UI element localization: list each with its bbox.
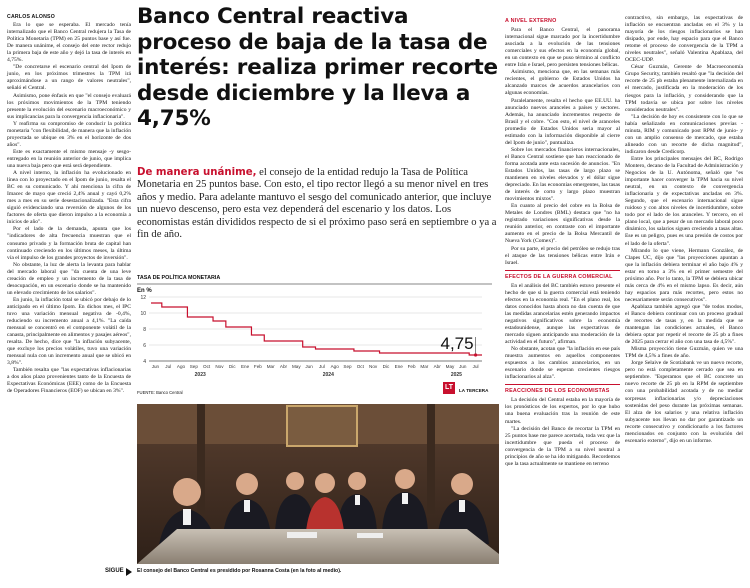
paragraph: Jorge Selaive de Scotiabank ve un nuevo recorte, pero no está completamente cerrado que sea en septiembre. "Esperamos que el BC concrete un nuevo recorte de 25 pb en la RPM de septiembre con una probabilidad acotada y de no mediar sorpresas inflacionarias y/o depreciaciones sostenidas del peso durante las próximas semanas. El alza de los salarios y una relativa inflación subyacente nos llevan no dar por garantizado un recorte consecutivo y condicionarlo a los factores mencionados en conjunto con la evolución del escenario externo", dijo en un informe. (625, 360, 743, 444)
year-label: 2023 (194, 372, 206, 378)
article-column-1 (7, 14, 131, 396)
chart-title: TASA DE POLÍTICA MONETARIA (137, 275, 221, 281)
paragraph: Entre los principales mensajes del BC, Rodrigo Montero, decano de la Facultad de Administración y Negocios de la U. Autónoma, señaló que "es importante hacer converger la TPM hacia su nivel neutral, en un contexto de convergencia inflacionaria y de expectativas ancladas en 3%. Segundo, que el escenario internacional sigue ruidoso y con altos niveles de incertidumbre, sobre todo por el lado de los aranceles. Y tercero, en el plano local, que a pesar de un mercado laboral poco dinámico, los salarios siguen creciendo a tasas altas. Ese es un peligro, pues es una presión de costos por el lado de la oferta". (625, 155, 743, 247)
lead-kicker: De manera unánime, (137, 167, 257, 178)
paragraph: César Guzmán, Gerente de Macroeconomía Grupo Security, también resaltó que "la decisión del recorte de 25 pb estaba plenamente internalizada en el mercado, justificada en la moderación de los riesgos para la inflación, y considerando que la TPM todavía se ubica por sobre los niveles considerados neutrales". (625, 64, 743, 113)
x-tick-label: Jun (305, 364, 313, 369)
paragraph: La decisión del Central estaba en la mayoría de los pronósticos de los expertos, por lo que hubo una buena evaluación tras la reunión de este martes. (505, 397, 620, 425)
last-value-point (474, 353, 477, 356)
paragraph: Mirando lo que viene, Hermann González, de Clapes UC, dijo que "las proyecciones apuntan a que la inflación debiera terminar el año bajo 4% y estar en torno a 3% en el primer semestre del próximo año. Por lo tanto, la TPM se debiera ubicar más cerca de 4% en el mismo lapso. Es decir, aún hay espacios para más recortes, pero estos no necesariamente serán consecutivos". (625, 247, 743, 303)
section-heading-economists: REACCIONES DE LOS ECONOMISTAS (505, 388, 610, 395)
x-tick-label: Dic (382, 364, 390, 369)
x-tick-label: Jul (318, 364, 325, 369)
paragraph: No obstante, acotan que "la inflación en ese país muestra aumentos en aquellos componentes expuestos a los cambios arancelarios, en un escenario donde se esperan crecientes riesgos inflacionarios al alza". (505, 346, 620, 381)
x-tick-label: May (445, 364, 455, 369)
y-tick-label: 8 (143, 326, 146, 333)
continue-label: SIGUE (105, 568, 124, 574)
year-label: 2024 (322, 372, 334, 378)
paragraph: contractivo, sin embargo, las expectativas de inflación se encuentran ancladas en el 3% y la mayoría de los riesgos inflacionarios se han disipado, por ende, hay espacio para que el Banco retome el proceso de convergencia de la TPM a niveles neutrales", señaló Valentina Apablaza, del OCEC-UDP. (625, 15, 743, 64)
x-tick-label: Ago (176, 364, 186, 369)
policy-rate-chart (137, 275, 499, 400)
chart-source: FUENTE: Banco Central (137, 390, 183, 395)
x-tick-label: Mar (266, 364, 275, 369)
last-value-label: 4,75 (440, 334, 474, 353)
x-tick-label: Nov (215, 364, 224, 369)
data-point (283, 341, 284, 342)
paragraph: En el análisis del BC también estuvo presente el hecho de que si la guerra comercial está teniendo efectos en la economía real. "En el plano real, los datos conocidos hasta ahora no dan cuenta de que las medidas arancelarias estén generando impactos negativos significativos sobre la economía estadounidense, aunque las expectativas de mercado siguen anticipando una moderación de la actividad en el futuro", afirman. (505, 282, 620, 346)
byline: CARLOS ALONSO (7, 14, 55, 20)
x-tick-label: Nov (369, 364, 378, 369)
data-point (437, 353, 438, 354)
data-point (245, 327, 246, 328)
chart-unit-label: En % (137, 288, 152, 294)
x-tick-label: Jul (472, 364, 479, 369)
paragraph: Era lo que se esperaba. El mercado tenía internalizado que el Banco Central redujera la Tasa de Política Monetaria (TPM) en 25 puntos base y así fue. De manera unánime, el consejo del ente rector redujo la primera baja de este año y dejó la tasa de interés en 4,75%. (7, 22, 131, 64)
paragraph: Por su parte, el precio del petróleo se redujo tras el ataque de las tensiones bélicas entre Irán e Israel. (505, 245, 620, 266)
paragraph: Para el Banco Central, el panorama internacional sigue marcado por la incertidumbre asociada a la evolución de las tensiones comerciales y sus efectos en la economía global, en un contexto en que se puso término al conflicto entre Irán e Israel, pero persisten tensiones bélicas. (505, 27, 620, 69)
data-point (155, 303, 156, 304)
x-tick-label: Ene (240, 364, 250, 369)
paragraph: No obstante, la luz de alerta la levanta para hablar del mercado laboral que "da cuenta de una leve creación de empleo y un incremento de la tasa de desocupación, en un escenario donde se ha mantenido un elevado crecimiento de los salarios". (7, 261, 131, 296)
data-point (219, 321, 220, 322)
data-point (334, 349, 335, 350)
data-point (296, 341, 297, 342)
board-photo-illustration (137, 404, 499, 564)
x-tick-label: Jul (165, 364, 172, 369)
board-photo (137, 404, 499, 564)
data-point (168, 307, 169, 308)
data-point (424, 353, 425, 354)
paragraph: A nivel interno, la inflación ha evolucionado en línea con lo proyectado en el Ipom de junio, resalta el BC en su comunicado. Y ahí menciona la cifra de Imacec de mayo que creció 2,4% anual y cayó 0,2% mes a mes en su serie desestacionalizada. "Esta cifra siguió evidenciando una reversión de algunos de los factores de oferta que dieron impulso a la economía a inicios de año". (7, 170, 131, 226)
la-tercera-wordmark: LA TERCERA (459, 388, 489, 393)
y-tick-label: 10 (140, 310, 146, 317)
x-tick-label: Feb (407, 364, 416, 369)
x-tick-label: Mar (420, 364, 429, 369)
data-point (309, 347, 310, 348)
article-column-2 (505, 15, 620, 468)
paragraph: "La decisión de hoy es consistente con lo que se había señalizado en comunicaciones previas -minuta, RIM y comunicado post RPM de junio- y con un amplio consenso de mercado, que estaba alineado con un recorte de dicha magnitud", indicaron desde Credicorp. (625, 113, 743, 155)
data-point (347, 349, 348, 350)
x-tick-label: Abr (433, 364, 441, 369)
x-tick-label: Feb (253, 364, 262, 369)
data-point (181, 307, 182, 308)
lead-text: el consejo de la entidad redujo la Tasa de Política Monetaria en 25 puntos base. Con esto, el tipo rector llegó a su menor nivel en tres años y medio. Para adelante mantuvo el sesgo del comunicado anterior, que incluye un nuevo descenso, pero esta vez dependerá del escenario y los datos. Los economistas están divididos respecto de si el próximo paso será en septiembre o ya a fin de año. (137, 167, 497, 241)
chart-canvas (137, 275, 499, 390)
la-tercera-logo: LT (443, 382, 455, 394)
paragraph: Misma proyección tiene Guzmán, quien ve una TPM de 4,5% a fines de año. (625, 346, 743, 360)
x-tick-label: Sep (189, 364, 198, 369)
data-point (232, 327, 233, 328)
paragraph: Sobre los mercados financieros internacionales, el Banco Central sostiene que han reaccionado de forma acotada ante esta sucesión de anuncios. "En Estados Unidos, las tasas de largo plazo se mantienen en niveles elevados y el dólar sigue depreciado. En las economías emergentes, las tasas de interés de corto y largo plazo muestran movimientos mixtos". (505, 146, 620, 203)
x-tick-label: Ago (330, 364, 339, 369)
data-point (193, 317, 194, 318)
paragraph: También resalta que "las expectativas inflacionarias a dos años plazo provenientes tanto de la Encuesta de Expectativas Económicas (EEE) como de la Encuesta de Operadores Financieros (EOF) se ubican en 3%". (7, 367, 131, 395)
paragraph: Apablaza también agregó que "de todos modos, el Banco debiera continuar con un proceso gradual de recortes de tasas y, en la medida que se mantengan las condiciones actuales, el Banco debiera optar por repetir el recorte de 25 pb a fines de 2025 para cerrar el año con una tasa de 4,5%". (625, 303, 743, 346)
paragraph: Asimismo, menciona que, en las semanas más recientes, el gobierno de Estados Unidos ha alcanzado marcos de acuerdos arancelarios con algunas economías. (505, 69, 620, 97)
y-tick-label: 6 (143, 342, 146, 349)
data-point (373, 351, 374, 352)
y-tick-label: 4 (143, 358, 146, 365)
data-point (322, 349, 323, 350)
paragraph: Y reafirma su compromiso de conducir la política monetaria "con flexibilidad, de manera que la inflación proyectada se ubique en 3% en el horizonte de dos años". (7, 120, 131, 148)
x-tick-label: Oct (203, 364, 211, 369)
y-tick-label: 12 (140, 294, 146, 301)
paragraph: "De concretarse el escenario central del Ipom de junio, en los próximos trimestres la TPM irá aproximándose a un rango de valores neutrales", señaló el Central. (7, 64, 131, 92)
x-tick-label: Dic (228, 364, 236, 369)
data-point (386, 353, 387, 354)
section-heading-trade-war: EFECTOS DE LA GUERRA COMERCIAL (505, 273, 613, 280)
year-label: 2025 (450, 372, 462, 378)
x-tick-label: Ene (394, 364, 403, 369)
data-point (398, 353, 399, 354)
x-tick-label: Abr (279, 364, 288, 369)
article-column-3 (625, 15, 743, 445)
paragraph: Asimismo, pone énfasis en que "el consejo evaluará los próximos movimientos de la TPM teniendo presente la evolución del escenario macroeconómico y sus implicancias para la convergencia inflacionaria". (7, 92, 131, 120)
paragraph: En cuanto al precio del cobre en la Bolsa de Metales de Londres (BML) destaca que "no ha registrado variaciones significativas desde la reunión anterior, en contraste con el importante aumento en el precio de la Bolsa Mercantil de Nueva York (Comex)". (505, 203, 620, 245)
data-point (360, 351, 361, 352)
paragraph: "La decisión del Banco de recortar la TPM en 25 puntos base me parece acertada, toda vez que la incertidumbre que pueda el proceso de convergencia de la TPM a su nivel neutral a principios de año se ha ido mitigando. Recordemos que la tasa actualmente se mantiene en terreno (505, 425, 620, 467)
data-point (411, 353, 412, 354)
continue-arrow-icon (126, 568, 132, 576)
paragraph: En junio, la inflación total se ubicó por debajo de lo anticipado en el último Ipom. En dichos mes, el IPC tuvo una variación mensual negativa de -0,4%, reduciendo su incremento anual a 4,1%. "La caída mensual se concentró en el componente volátil de la canasta, principalmente en alimentos y pasajes aéreos", resalta. De hecho, dice que "la inflación subyacente, que excluye los precios volátiles, tuvo una variación mensual nula con un incremento anual que se ubicó en 3,8%". (7, 296, 131, 367)
x-tick-label: Sep (343, 364, 352, 369)
paragraph: Paralelamente, resalta el hecho que EE.UU. ha anunciado nuevos aranceles a países y sectores. Además, ha anunciado incrementos respecto de Brasil y el cobre. "Con esto, el nivel de aranceles promedio de Estados Unidos seria mayor al estimado con la información disponible al cierre del Ipom de junio", puntualiza. (505, 97, 620, 146)
photo-caption: El consejo del Banco Central es presidido por Rosanna Costa (en la foto al medio). (137, 568, 342, 574)
paragraph: Este es exactamente el mismo mensaje -y sesgo- entregado en la reunión anterior de junio, que implica una nueva baja pero que está será dependiente. (7, 148, 131, 169)
data-point (206, 317, 207, 318)
data-point (270, 341, 271, 342)
headline: Banco Central reactiva proceso de baja de la tasa de interés: realiza primer recorte desde diciembre y la lleva a 4,75% (137, 4, 498, 132)
lead-paragraph (137, 167, 499, 241)
x-tick-label: Oct (356, 364, 364, 369)
section-heading-external: A NIVEL EXTERNO (505, 18, 557, 24)
x-tick-label: Jun (459, 364, 467, 369)
x-tick-label: May (291, 364, 301, 369)
paragraph: Por el lado de la demanda, apunta que los "indicadores de alta frecuencia muestran que el consumo privado y la formación bruta de capital han continuado creciendo en los últimos meses, la última vía el impulso de los grandes proyectos de inversión". (7, 226, 131, 261)
x-tick-label: Jun (151, 364, 160, 369)
data-point (257, 335, 258, 336)
